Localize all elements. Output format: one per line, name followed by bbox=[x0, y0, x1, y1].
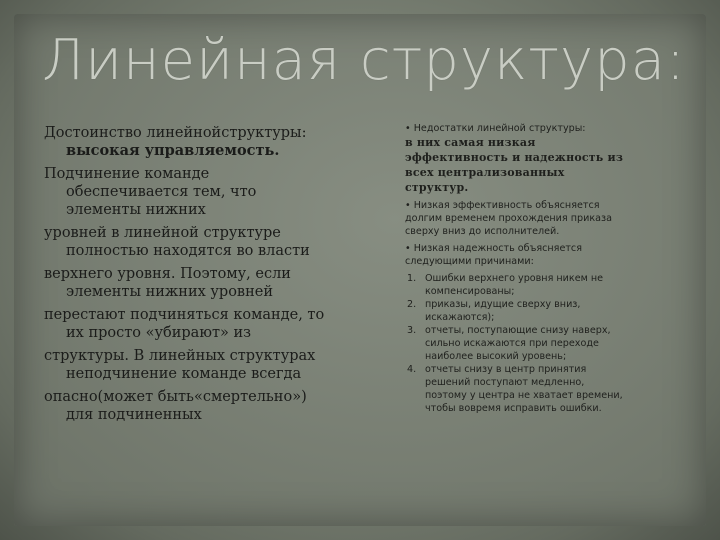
right-efficiency-text: • Низкая эффективность объясняется долгим временем прохождения приказа сверху вниз до исполнителей. bbox=[405, 200, 612, 237]
left-paragraph-2 bbox=[44, 165, 362, 219]
left-paragraph-3 bbox=[44, 224, 362, 260]
list-text: отчеты, поступающие снизу наверх, сильно искажаются при переходе наиболее высокий уровень; bbox=[425, 325, 611, 362]
left-line: опасно(может быть«смертельно») bbox=[44, 389, 307, 405]
left-paragraph-7 bbox=[44, 388, 362, 424]
list-item bbox=[405, 272, 627, 298]
left-line: неподчинение команде всегда bbox=[66, 366, 302, 382]
left-line: элементы нижних уровней bbox=[66, 284, 274, 300]
list-number: 1. bbox=[407, 273, 417, 284]
left-line: полностью находятся во власти bbox=[66, 243, 310, 259]
left-line: структуры. В линейных структурах bbox=[44, 348, 316, 364]
left-line: элементы нижних bbox=[66, 202, 206, 218]
right-bold-text: в них самая низкая эффективность и надежность из всех централизованных структур. bbox=[405, 136, 624, 194]
right-intro bbox=[405, 122, 627, 195]
list-item bbox=[405, 324, 627, 363]
left-line: перестают подчиняться команде, то bbox=[44, 307, 325, 323]
left-paragraph-5 bbox=[44, 306, 362, 342]
right-text-column bbox=[405, 122, 627, 415]
list-item bbox=[405, 363, 627, 415]
left-line: обеспечивается тем, что bbox=[66, 184, 257, 200]
list-item bbox=[405, 298, 627, 324]
list-text: отчеты снизу в центр принятия решений поступают медленно, поэтому у центра не хватает времени, чтобы вовремя исправить ошибки. bbox=[425, 364, 623, 414]
right-reliability-text: • Низкая надежность объясняется следующими причинами: bbox=[405, 243, 582, 267]
left-line: Достоинство линейнойструктуры: bbox=[44, 125, 307, 141]
left-line-bold: высокая управляемость. bbox=[66, 142, 280, 159]
left-line: их просто «убирают» из bbox=[66, 325, 252, 341]
left-line: Подчинение команде bbox=[44, 166, 210, 182]
list-number: 2. bbox=[407, 299, 417, 310]
left-paragraph-1 bbox=[44, 124, 362, 160]
left-line: для подчиненных bbox=[66, 407, 202, 423]
left-text-column bbox=[44, 124, 362, 429]
list-text: приказы, идущие сверху вниз, искажаются); bbox=[425, 299, 581, 323]
left-line: уровней в линейной структуре bbox=[44, 225, 281, 241]
reasons-list bbox=[405, 272, 627, 415]
left-paragraph-4 bbox=[44, 265, 362, 301]
list-number: 3. bbox=[407, 325, 417, 336]
list-number: 4. bbox=[407, 364, 417, 375]
slide-title: Линейная структура: bbox=[42, 28, 686, 93]
left-line: верхнего уровня. Поэтому, если bbox=[44, 266, 291, 282]
right-intro-text: • Недостатки линейной структуры: bbox=[405, 123, 586, 134]
list-text: Ошибки верхнего уровня никем не компенсированы; bbox=[425, 273, 604, 297]
left-paragraph-6 bbox=[44, 347, 362, 383]
